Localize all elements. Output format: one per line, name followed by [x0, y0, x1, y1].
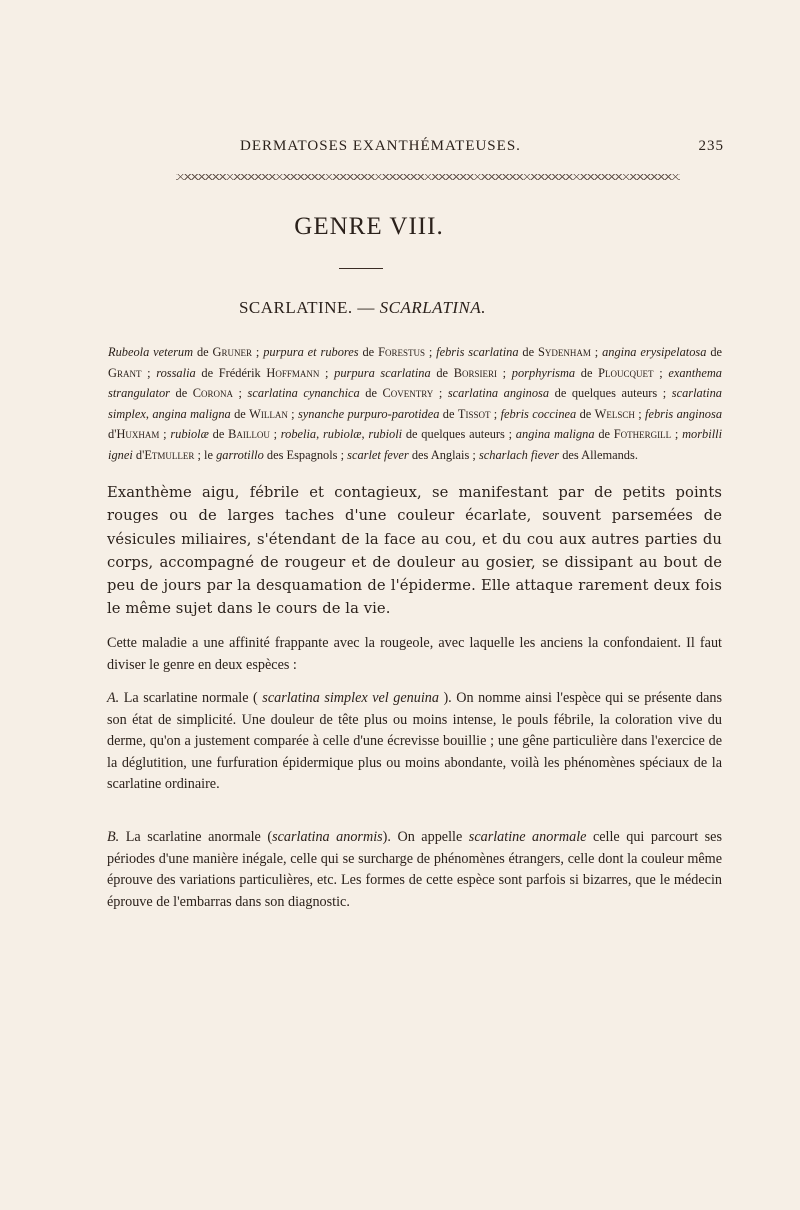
synonyms-run: rubiolæ — [322, 427, 362, 442]
species-b-paragraph — [107, 827, 722, 913]
synonyms-run: de — [208, 427, 229, 442]
synonyms-run: ; — [590, 345, 603, 359]
synonyms-run: , — [145, 406, 153, 421]
synonyms-run: angina maligna — [515, 427, 595, 442]
synonyms-run: Baillou — [228, 427, 270, 442]
species_a-run: ). On nomme ainsi l'espèce qui se présente dans son état de simplicité. Une douleur de tête plus ou moins intense, le pouls fébrile, la coloration vive du derme, qu'on a justement comparée à celle d'une écrevisse bouillie ; une gêne particulière dans l'exercice de la déglutition, une furfuration épidermique plus ou moins abondante, voilà les phénomènes spéciaux de la scarlatine ordinaire. — [107, 690, 723, 793]
synonyms-run: de — [359, 386, 383, 401]
synonyms-run: Borsieri — [453, 365, 497, 380]
synonyms-run: Hoffmann — [266, 365, 320, 380]
synonyms-run: de — [193, 345, 213, 359]
synonyms-run: de — [230, 406, 250, 421]
synonyms-run: febris anginosa — [645, 406, 723, 421]
definition-paragraph: Exanthème aigu, fébrile et contagieux, se manifestant par de petits points rouges ou de larges taches d'une couleur écarlate, souvent parsemées de vésicules miliaires, s'étendant de la face au cou, et du cou aux autres parties du corps, accompagné de rougeur et de douleur au gosier, se dissipant au bout de peu de jours par la desquamation de l'épiderme. Elle attaque rarement deux fois le même sujet dans le cours de la vie. — [107, 484, 722, 618]
synonyms-run: scarlatina anginosa — [447, 386, 550, 401]
synonyms-run: scharlach fiever — [478, 447, 560, 462]
synonyms-run: de — [575, 365, 599, 380]
species_b-run: ). On appelle — [382, 829, 469, 845]
synonyms-run: de — [576, 406, 595, 421]
synonyms-run: synanche purpuro-parotidea — [297, 406, 440, 421]
synonyms-run: ; — [671, 427, 683, 442]
intro-paragraph: Cette maladie a une affinité frappante avec la rougeole, avec laquelle les anciens la confondaient. Il faut diviser le genre en deux espèces : — [107, 635, 722, 673]
synonyms-run: ; — [634, 406, 645, 421]
synonyms-run: ; — [159, 427, 171, 442]
synonyms-run: d' — [132, 447, 145, 462]
species_a-run: La scarlatine normale ( — [119, 690, 263, 706]
synonyms-run: de — [594, 427, 614, 442]
synonyms-run: Forestus — [378, 345, 425, 359]
species-title-dash: — — [357, 298, 375, 317]
synonyms-run: Huxham — [116, 427, 160, 442]
synonyms-run: scarlet fever — [347, 447, 409, 462]
synonyms-run: Etmuller — [144, 447, 195, 462]
synonyms-run: Fothergill — [613, 427, 672, 442]
synonyms-run: purpura scarlatina — [334, 365, 431, 380]
title-divider — [339, 268, 383, 269]
synonyms-run: porphyrisma — [511, 365, 576, 380]
synonyms-run: Corona — [192, 386, 234, 401]
genre-title: GENRE VIII. — [294, 213, 444, 240]
species_a-run: A. — [107, 690, 120, 706]
synonyms-run: ; — [141, 365, 157, 380]
synonyms-run: Tissot — [457, 406, 491, 421]
species-title-french: SCARLATINE. — [238, 298, 353, 317]
synonyms-run: de — [169, 386, 193, 401]
synonyms-run: de — [518, 345, 538, 359]
synonyms-run: de quelques auteurs ; — [549, 386, 672, 401]
synonyms-run: angina erysipelatosa — [602, 345, 707, 359]
synonyms-run: Ploucquet — [598, 365, 654, 380]
species_b-run: La scarlatine anormale ( — [119, 829, 273, 845]
species_b-run: scarlatina anormis — [272, 829, 383, 845]
synonyms-run: scarlatina cynanchica — [247, 386, 360, 401]
synonyms-run: ; — [287, 406, 298, 421]
synonyms-run: rubiolæ — [170, 427, 209, 442]
synonyms-run: morbilli ignei — [108, 427, 723, 462]
synonyms-run: febris scarlatina — [436, 345, 519, 359]
synonyms-run: ; — [497, 365, 512, 380]
synonyms-run: robelia — [280, 427, 317, 442]
synonyms-run: ; — [269, 427, 281, 442]
synonyms-run: rubioli — [368, 427, 403, 442]
species-a-paragraph — [107, 688, 722, 796]
synonyms-run: Gruner — [212, 345, 252, 359]
synonyms-run: Rubeola veterum — [108, 345, 194, 359]
synonyms-run: exanthema strangulator — [108, 365, 722, 401]
synonyms-run: de — [706, 345, 723, 359]
species-title-latin: SCARLATINA. — [379, 298, 487, 317]
synonyms-run: de — [439, 406, 458, 421]
synonyms-run: de quelques auteurs ; — [402, 427, 516, 442]
synonyms-run: ; le — [194, 447, 217, 462]
synonyms-run: , — [361, 427, 369, 442]
synonyms-run: Sydenham — [537, 345, 591, 359]
synonyms-run: ; — [233, 386, 248, 401]
synonyms-run: ; — [319, 365, 335, 380]
species_b-run: B. — [107, 829, 120, 845]
synonyms-run: ; — [424, 345, 437, 359]
page-number: 235 — [698, 138, 724, 154]
synonyms-run: ; — [251, 345, 264, 359]
running-title: DERMATOSES EXANTHÉMATEUSES. — [240, 138, 521, 154]
species_a-run: scarlatina simplex vel genuina — [262, 690, 439, 706]
ornamental-rule — [176, 174, 680, 180]
synonyms-run: ; — [653, 365, 669, 380]
species_b-run: scarlatine anormale — [468, 829, 587, 845]
synonyms-run: des Allemands. — [559, 447, 638, 462]
synonyms-run: de — [358, 345, 379, 359]
synonyms-run: de — [430, 365, 454, 380]
synonyms-run: ; — [433, 386, 448, 401]
synonyms-run: scarlatina simplex — [108, 386, 723, 421]
synonyms-run: Welsch — [594, 406, 635, 421]
synonyms-run: ; — [490, 406, 501, 421]
synonyms-run: garrotillo — [216, 447, 264, 462]
synonyms-run: des Anglais ; — [408, 447, 479, 462]
synonyms-run: rossalia — [156, 365, 196, 380]
synonyms-run: purpura et rubores — [263, 345, 359, 359]
species-title — [0, 298, 725, 318]
synonyms-run: d' — [108, 427, 117, 442]
synonyms-run: Coventry — [382, 386, 434, 401]
synonyms-run: febris coccinea — [500, 406, 577, 421]
synonyms-run: Willan — [249, 406, 288, 421]
synonyms-run: angina maligna — [152, 406, 231, 421]
species_b-run: celle qui parcourt ses périodes d'une manière inégale, celle qui se surcharge de phénomènes étrangers, celle dont la couleur même éprouve des variations particulières, etc. Les formes de cette espèce sont parfois si bizarres, que le médecin éprouve de l'embarras dans son diagnostic. — [107, 829, 723, 910]
synonyms-run: Grant — [108, 365, 142, 380]
synonyms-run: , — [316, 427, 323, 442]
synonyms-run: de Frédérik — [195, 365, 267, 380]
synonyms-paragraph — [108, 342, 722, 466]
synonyms-run: des Espagnols ; — [263, 447, 348, 462]
